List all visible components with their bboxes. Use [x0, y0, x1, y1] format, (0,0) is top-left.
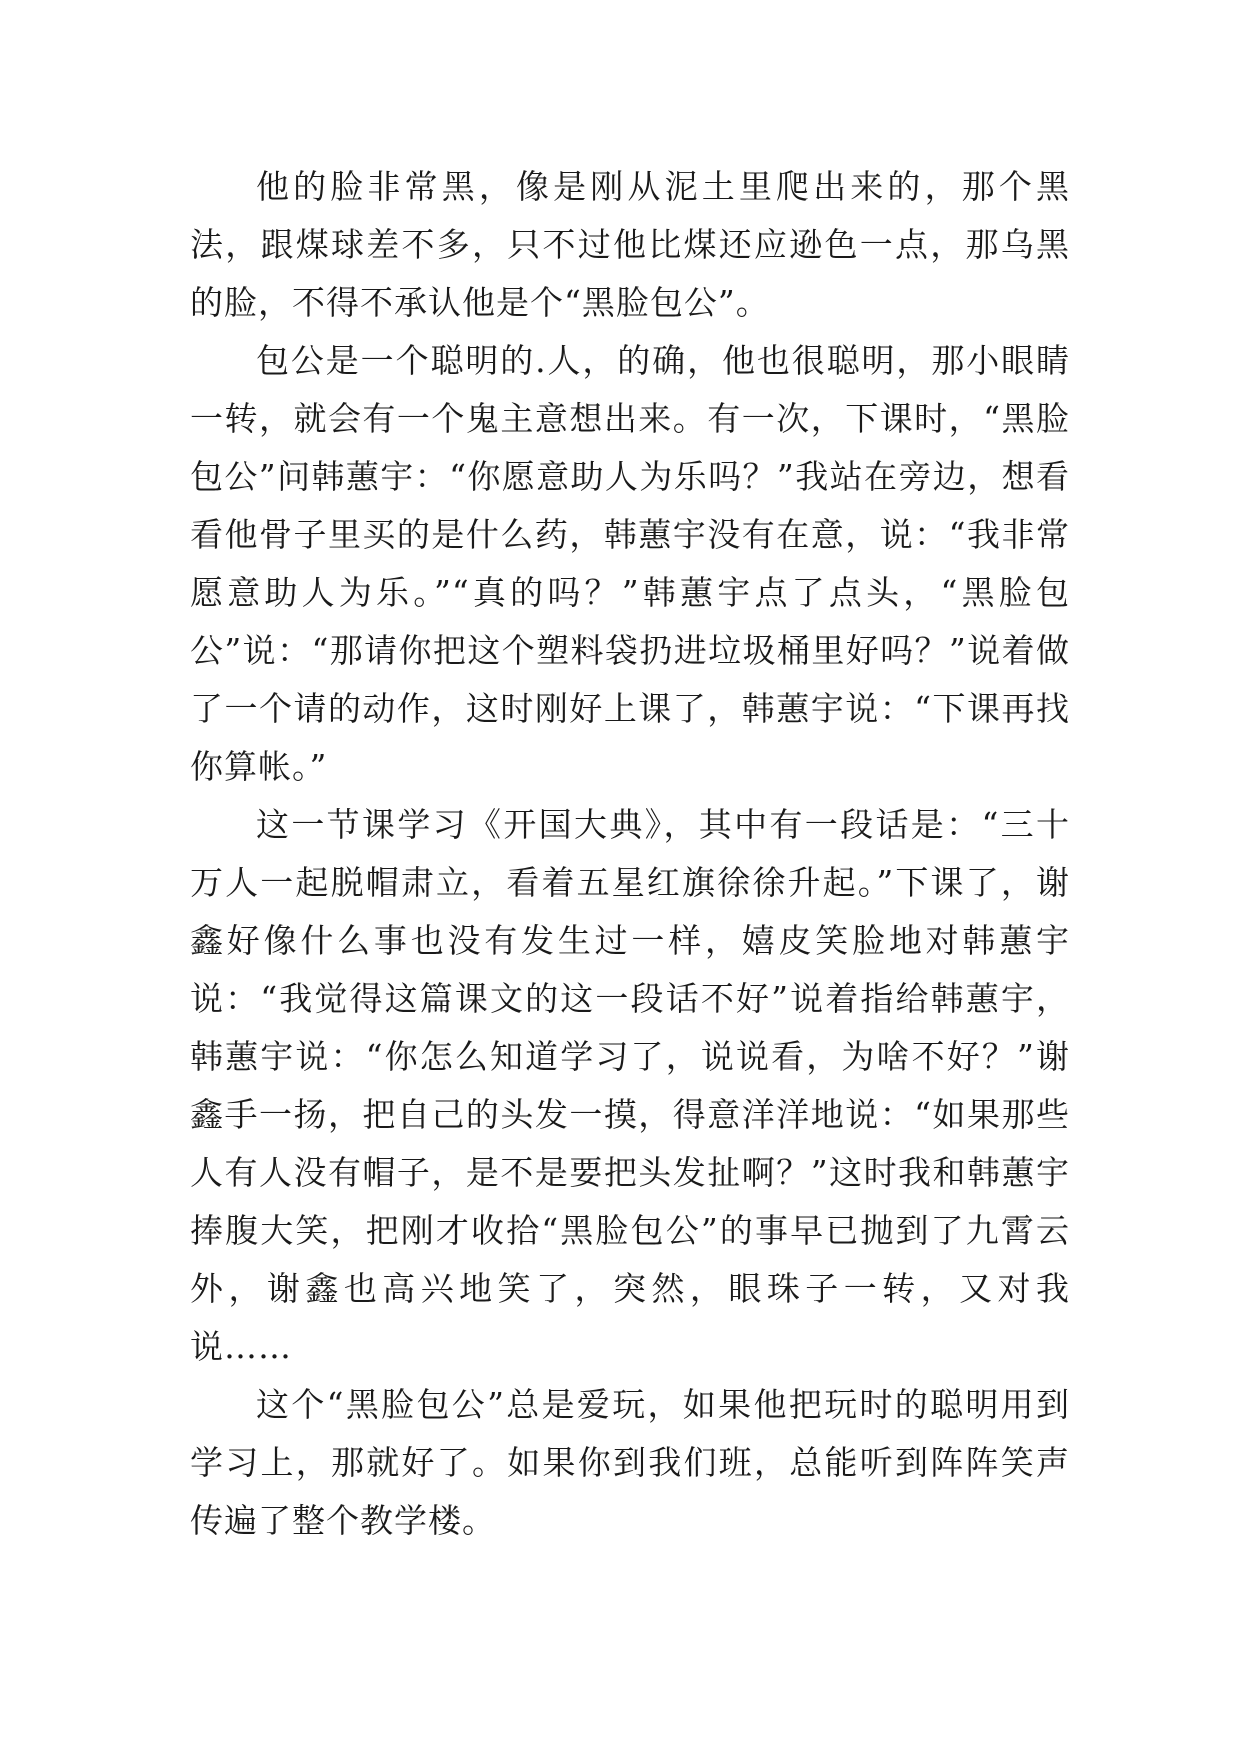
paragraph-4: 这个“黑脸包公”总是爱玩，如果他把玩时的聪明用到学习上，那就好了。如果你到我们班，总能听到阵阵笑声传遍了整个教学楼。 [190, 1385, 1070, 1540]
paragraph-1: 他的脸非常黑，像是刚从泥土里爬出来的，那个黑法，跟煤球差不多，只不过他比煤还应逊色一点，那乌黑的脸，不得不承认他是个“黑脸包公”。 [190, 167, 1070, 322]
paragraph-2: 包公是一个聪明的.人，的确，他也很聪明，那小眼睛一转，就会有一个鬼主意想出来。有一次，下课时，“黑脸包公”问韩蕙宇：“你愿意助人为乐吗？”我站在旁边，想看看他骨子里买的是什么药，韩蕙宇没有在意，说：“我非常愿意助人为乐。”“真的吗？”韩蕙宇点了点头，“黑脸包公”说：“那请你把这个塑料袋扔进垃圾桶里好吗？”说着做了一个请的动作，这时刚好上课了，韩蕙宇说：“下课再找你算帐。” [190, 341, 1070, 786]
paragraph-3: 这一节课学习《开国大典》，其中有一段话是：“三十万人一起脱帽肃立，看着五星红旗徐徐升起。”下课了，谢鑫好像什么事也没有发生过一样，嬉皮笑脸地对韩蕙宇说：“我觉得这篇课文的这一段话不好”说着指给韩蕙宇，韩蕙宇说：“你怎么知道学习了，说说看，为啥不好？”谢鑫手一扬，把自己的头发一摸，得意洋洋地说：“如果那些人有人没有帽子，是不是要把头发扯啊？”这时我和韩蕙宇捧腹大笑，把刚才收拾“黑脸包公”的事早已抛到了九霄云外，谢鑫也高兴地笑了，突然，眼珠子一转，又对我说…… [190, 805, 1070, 1366]
essay-body [190, 158, 1070, 1550]
